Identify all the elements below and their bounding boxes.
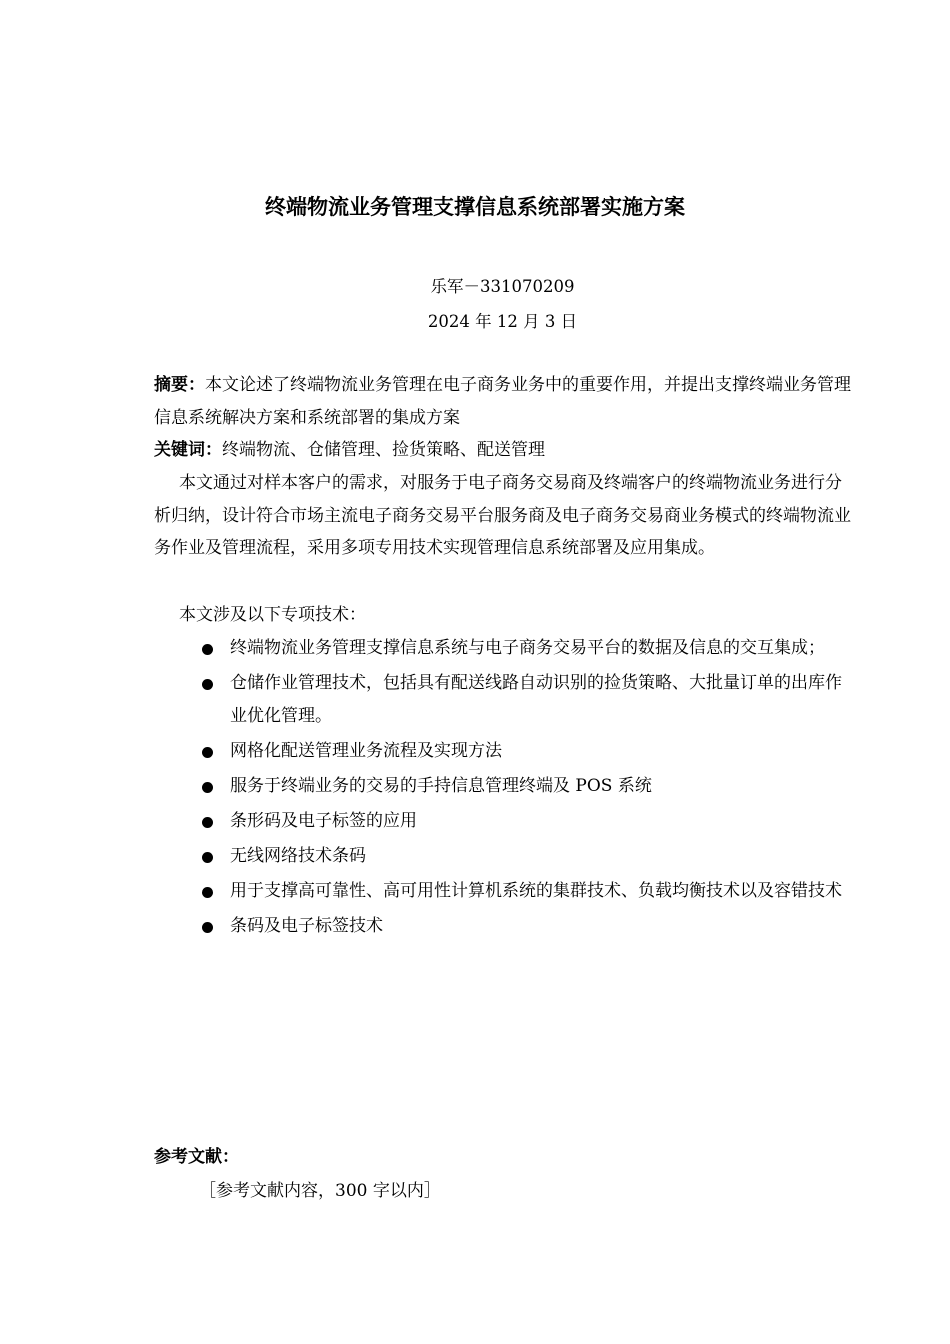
list-item	[198, 875, 854, 908]
list-item-text: 无线网络技术条码	[230, 846, 366, 866]
list-item-text: 网格化配送管理业务流程及实现方法	[230, 741, 502, 761]
keywords-text: 终端物流、仓储管理、捡货策略、配送管理	[222, 440, 545, 460]
body-paragraph: 本文通过对样本客户的需求，对服务于电子商务交易商及终端客户的终端物流业务进行分析归纳，设计符合市场主流电子商务交易平台服务商及电子商务交易商业务模式的终端物流业务作业及管理流程，采用多项专用技术实现管理信息系统部署及应用集成。	[154, 473, 851, 558]
list-item	[198, 735, 854, 768]
date-line: 2024 年 12 月 3 日	[427, 312, 578, 331]
bullet-icon	[202, 852, 213, 863]
references-content: ［参考文献内容，300 字以内］	[199, 1181, 441, 1201]
list-item	[198, 805, 854, 838]
abstract-label: 摘要：	[154, 375, 205, 395]
list-item-text: 服务于终端业务的交易的手持信息管理终端及 POS 系统	[230, 776, 652, 796]
list-item	[198, 910, 854, 943]
abstract-text: 本文论述了终端物流业务管理在电子商务业务中的重要作用，并提出支撑终端业务管理信息系统解决方案和系统部署的集成方案	[154, 375, 851, 428]
bullet-icon	[202, 817, 213, 828]
abstract	[154, 369, 854, 434]
keywords-label: 关键词：	[154, 440, 222, 460]
keywords	[154, 434, 854, 467]
list-item-text: 条形码及电子标签的应用	[230, 811, 417, 831]
list-item	[198, 770, 854, 803]
references-heading: 参考文献：	[154, 1147, 239, 1167]
bullet-icon	[202, 782, 213, 793]
list-item-text: 条码及电子标签技术	[230, 916, 383, 936]
list-item	[198, 840, 854, 873]
author-line: 乐军－331070209	[430, 277, 575, 296]
technique-intro: 本文涉及以下专项技术：	[179, 605, 366, 625]
list-item-text: 用于支撑高可靠性、高可用性计算机系统的集群技术、负载均衡技术以及容错技术	[230, 881, 842, 901]
document-title: 终端物流业务管理支撑信息系统部署实施方案	[265, 194, 685, 219]
technique-list	[198, 632, 854, 945]
list-item-text: 终端物流业务管理支撑信息系统与电子商务交易平台的数据及信息的交互集成；	[230, 638, 825, 658]
list-item	[198, 667, 854, 733]
list-item	[198, 632, 854, 665]
list-item-text: 仓储作业管理技术，包括具有配送线路自动识别的捡货策略、大批量订单的出库作业优化管理。	[230, 673, 842, 726]
bullet-icon	[202, 644, 213, 655]
bullet-icon	[202, 679, 213, 690]
bullet-icon	[202, 747, 213, 758]
bullet-icon	[202, 922, 213, 933]
bullet-icon	[202, 887, 213, 898]
